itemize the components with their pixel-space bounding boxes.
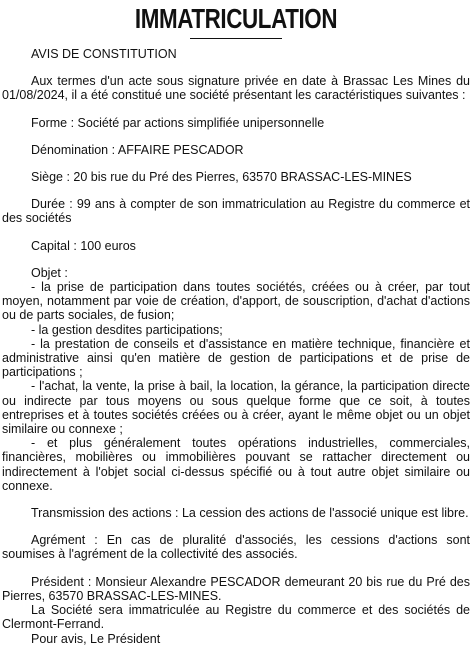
agrement-paragraph: Agrément : En cas de pluralité d'associés, les cessions d'actions sont soumises à l'agrément de la collectivité des associés. <box>2 533 470 562</box>
objet-item: - la gestion desdites participations; <box>31 322 223 337</box>
objet-label: Objet : <box>31 265 68 280</box>
siege-line: Siège : 20 bis rue du Pré des Pierres, 63570 BRASSAC-LES-MINES <box>31 170 412 185</box>
objet-item: - et plus généralement toutes opérations industrielles, commerciales, financières, mobilières ou immobilières pouvant se rattacher directement ou indirectement à l'objet social ci-dessus spécifié ou à tout autre objet similaire ou connexe. <box>2 436 470 493</box>
denomination-line: Dénomination : AFFAIRE PESCADOR <box>31 142 244 157</box>
notice-heading: AVIS DE CONSTITUTION <box>31 47 177 61</box>
objet-list <box>2 280 470 493</box>
objet-item: - la prise de participation dans toutes sociétés, créées ou à créer, par tout moyen, notamment par voie de création, d'apport, de souscription, d'achat d'actions ou de parts sociales, de fusion; <box>2 280 470 323</box>
president-paragraph: Président : Monsieur Alexandre PESCADOR demeurant 20 bis rue du Pré des Pierres, 63570 BRASSAC-LES-MINES. <box>2 574 470 603</box>
intro-paragraph: Aux termes d'un acte sous signature privée en date à Brassac Les Mines du 01/08/2024, il a été constitué une société présentant les caractéristiques suivantes : <box>2 74 470 103</box>
capital-line: Capital : 100 euros <box>31 238 136 253</box>
transmission-line: Transmission des actions : La cession des actions de l'associé unique est libre. <box>31 506 469 521</box>
objet-item: - la prestation de conseils et d'assistance en matière technique, financière et administrative ainsi qu'en matière de gestion de participations et de prise de participations ; <box>2 336 470 380</box>
title-underline <box>190 38 282 39</box>
forme-line: Forme : Société par actions simplifiée unipersonnelle <box>31 115 325 130</box>
duree-line: Durée : 99 ans à compter de son immatriculation au Registre du commerce et des sociétés <box>2 197 470 226</box>
signature-line: Pour avis, Le Président <box>31 631 161 646</box>
legal-notice <box>0 4 473 648</box>
objet-item: - l'achat, la vente, la prise à bail, la location, la gérance, la participation directe ou indirecte par tous moyens ou sous quelque forme que ce soit, à toutes entreprises et à toutes sociétés créées ou à créer, ayant le même objet ou un objet similaire ou connexe ; <box>2 379 470 437</box>
immatriculation-paragraph: La Société sera immatriculée au Registre du commerce et des sociétés de Clermont-Ferrand. <box>2 603 470 632</box>
notice-title: IMMATRICULATION <box>134 3 338 34</box>
